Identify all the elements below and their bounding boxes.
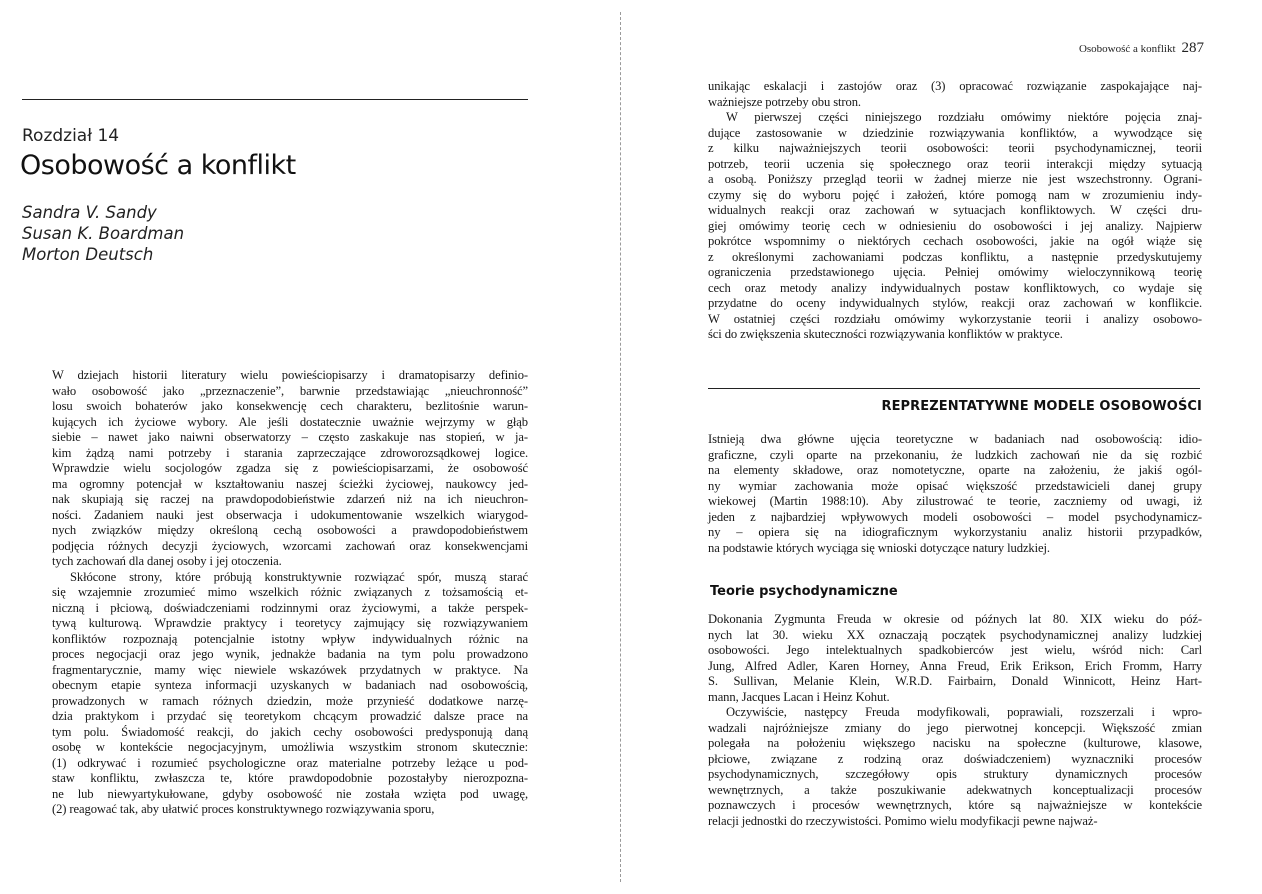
text-line: się wzajemnie zrozumieć mimo wszelkich różnic związanych z tożsamością et- <box>52 585 528 599</box>
author-name: Susan K. Boardman <box>22 224 185 243</box>
text-line: unikając eskalacji i zastojów oraz (3) opracować rozwiązanie zaspokajające naj- <box>708 79 1202 93</box>
text-line: cech oraz metody analizy indywidualnych postaw konfliktowych, co wydaje się <box>708 280 1202 295</box>
text-line: S. Sullivan, Melanie Klein, W.R.D. Fairbairn, Donald Winnicott, Heinz Hart- <box>708 674 1202 688</box>
text-line: poznawczych i procesów wewnętrznych, które są najważniejsze w kontekście <box>708 798 1202 812</box>
text-line: nych związków między określoną cechą osobowości a prawdopodobieństwem <box>52 523 528 537</box>
text-line: Oczywiście, następcy Freuda modyfikowali, poprawiali, rozszerzali i wpro- <box>726 705 1202 719</box>
text-line: osobę w kontekście negocjacyjnym, umożliwia wszystkim stronom skutecznie: <box>52 740 528 754</box>
text-line: dzia praktykom i przydać się teoretykom chcącym prowadzić dalsze prace na <box>52 709 528 723</box>
section-text <box>708 432 1202 556</box>
text-line: na podstawie których wyciąga się wnioski dotyczące natury ludzkiej. <box>708 540 1050 555</box>
running-header <box>1079 40 1204 57</box>
intro-continuation-text <box>708 79 1202 343</box>
text-line: wewnętrznych, a także poszukiwanie adekwatnych konceptualizacji procesów <box>708 782 1202 797</box>
text-line: tywą kulturową. Wprawdzie praktycy i teoretycy zajmujący się rozwiązywaniem <box>52 616 528 630</box>
text-line: W ostatniej części rozdziału omówimy wykorzystanie teorii i analizy osobowo- <box>708 311 1202 326</box>
text-line: losu swoich bohaterów jako konsekwencję cech charakteru, bezlitośnie warun- <box>52 399 528 413</box>
text-line: obecnym etapie synteza informacji uzyskanych w badaniach nad osobowością, <box>52 678 528 692</box>
text-line: ności. Zadaniem nauki jest obserwacja i udokumentowanie wszelkich wiarygod- <box>52 507 528 522</box>
text-line: (2) reagować tak, aby ułatwić proces konstruktywnego rozwiązywania sporu, <box>52 802 435 816</box>
text-line: kim żądzą nami potrzeby i starania zaprzeczające zdroworozsądkowej logice. <box>52 445 528 460</box>
text-line: nych lat 30. wieku XX oznaczają początek psychodynamicznej analizy ludzkiej <box>708 627 1202 642</box>
text-line: wiekowej (Martin 1988:10). Aby zilustrować te teorie, zaczniemy od uwagi, iż <box>708 494 1202 508</box>
text-line: polegała na położeniu większego nacisku na społeczne (kulturowe, klasowe, <box>708 736 1202 750</box>
text-line: potrzeb, teorii uczenia się społecznego oraz teorii interakcji między sytuacją <box>708 156 1202 171</box>
subsection-text <box>708 612 1202 829</box>
text-line: giej omówimy teorię cech w odniesieniu do osobowości i jej analizy. Najpierw <box>708 218 1202 233</box>
text-line: prowadzonych w ramach różnych dziedzin, może przynieść dodatkowe narzę- <box>52 693 528 708</box>
text-line: a osobą. Poniższy przegląd teorii w żadnej mierze nie jest wszechstronny. Ograni- <box>708 172 1202 186</box>
text-line: niczną i płciową, doświadczeniami rodzinnymi oraz życiowymi, a także perspek- <box>52 600 528 615</box>
chapter-label: Rozdział 14 <box>22 126 120 146</box>
text-line: staw konfliktu, zwłaszcza te, które prawdopodobnie pozostałyby nierozpozna- <box>52 771 528 785</box>
text-line: z kilku najważniejszych teorii osobowości: teorii psychodynamicznej, teorii <box>708 141 1202 155</box>
text-line: widualnych reakcji oraz zachowań w sytuacjach konfliktowych. W części dru- <box>708 203 1202 217</box>
page-number: 287 <box>1181 40 1204 56</box>
text-line: graficzne, czyli oparte na przekonaniu, że ludzkich zachowań nie da się rozbić <box>708 447 1202 462</box>
text-line: proces negocjacji oraz jego wynik, jednakże badania na tym polu prowadzono <box>52 647 528 661</box>
text-line: z określonymi zachowaniami podczas konfliktu, a następnie przedyskutujemy <box>708 249 1202 264</box>
text-line: ny – opiera się na idiograficznym wykorzystaniu analiz historii przypadków, <box>708 525 1202 539</box>
text-line: Dokonania Zygmunta Freuda w okresie od późnych lat 80. XIX wieku do póź- <box>708 612 1202 626</box>
author-name: Sandra V. Sandy <box>22 203 157 222</box>
text-line: ograniczenia przedstawionego ujęcia. Pełniej omówimy wieloczynnikową teorię <box>708 265 1202 279</box>
text-line: podjęcia różnych decyzji życiowych, wzorcami zachowań oraz konsekwencjami <box>52 538 528 553</box>
text-line: nak skupiają się raczej na prawdopodobieństwie zdarzeń niż na ich nieuchron- <box>52 492 528 506</box>
left-page <box>0 0 620 894</box>
text-line: psychodynamicznych, szczegółowy opis struktury dynamicznych procesów <box>708 767 1202 781</box>
chapter-title: Osobowość a konflikt <box>20 150 296 181</box>
text-line: czymy się do wyboru pojęć i założeń, które pomogą nam w zrozumieniu indy- <box>708 187 1202 202</box>
text-line: tych zachowań dla danej osoby i jej otoczenia. <box>52 554 282 568</box>
subsection-heading: Teorie psychodynamiczne <box>710 584 898 599</box>
text-line: wadzali najróżniejsze zmiany do jego pierwotnej koncepcji. Większość zmian <box>708 720 1202 735</box>
text-line: Skłócone strony, które próbują konstruktywnie rozwiązać spór, muszą starać <box>70 569 528 584</box>
text-line: ma ogromny potencjał w kształtowaniu naszej ścieżki życiowej, naukowcy jed- <box>52 476 528 491</box>
text-line: dujące zastosowanie w dziedzinie rozwiązywania konfliktów, a wywodzące się <box>708 125 1202 140</box>
section-rule <box>708 388 1200 389</box>
text-line: Jung, Alfred Adler, Karen Horney, Anna Freud, Erik Erikson, Erich Fromm, Harry <box>708 658 1202 673</box>
text-line: kujących ich życiowe wybory. Ale jeśli dostatecznie uważnie wejrzymy w głąb <box>52 414 528 429</box>
text-line: mann, Jacques Lacan i Heinz Kohut. <box>708 689 890 704</box>
text-line: wało osobowość jako „przeznaczenie”, barwnie przedstawiając „nieuchronność” <box>52 383 528 398</box>
text-line: jeden z najbardziej wpływowych modeli osobowości – model psychodynamicz- <box>708 509 1202 524</box>
author-list <box>22 202 184 265</box>
text-line: Wprawdzie wielu socjologów zgadza się z powieściopisarzami, że osobowość <box>52 461 528 475</box>
section-heading: REPREZENTATYWNE MODELE OSOBOWOŚCI <box>881 399 1202 414</box>
text-line: pokrótce wspomnimy o niektórych cechach osobowości, jakie na ogół wiąże się <box>708 234 1202 248</box>
text-line: ne lub niewyartykułowane, gdyby osobowość nie została wzięta pod uwagę, <box>52 786 528 801</box>
author-name: Morton Deutsch <box>22 245 154 264</box>
text-line: ści do zwiększenia skuteczności rozwiązywania konfliktów w praktyce. <box>708 327 1063 341</box>
text-line: konfliktów rozpoznają potencjalnie istotny wpływ indywidualnych różnic na <box>52 631 528 646</box>
text-line: na elementy składowe, oraz nomotetyczne, oparte na założeniu, że jakiś ogól- <box>708 463 1202 477</box>
text-line: W dziejach historii literatury wielu powieściopisarzy i dramatopisarzy definio- <box>52 368 528 382</box>
text-line: W pierwszej części niniejszego rozdziału omówimy niektóre pojęcia znaj- <box>726 110 1202 124</box>
text-line: płciowe, związane z rodziną oraz doświadczeniem) wyznaczniki procesów <box>708 751 1202 766</box>
text-line: ny wymiar zachowania może opisać większość przedstawicieli danej grupy <box>708 478 1202 493</box>
text-line: tym polu. Świadomość reakcji, do jakich cechy osobowości predysponują daną <box>52 724 528 739</box>
text-line: relacji jednostki do rzeczywistości. Pomimo wielu modyfikacji pewne najważ- <box>708 813 1098 828</box>
text-line: ważniejsze potrzeby obu stron. <box>708 94 861 109</box>
text-line: Istnieją dwa główne ujęcia teoretyczne w badaniach nad osobowością: idio- <box>708 432 1202 446</box>
running-header-title: Osobowość a konflikt <box>1078 43 1176 55</box>
text-line: przydatne do oceny indywidualnych stylów, reakcji oraz zachowań w konflikcie. <box>708 296 1202 310</box>
text-line: osobowości. Jego intelektualnych spadkobierców jest wielu, wśród nich: Carl <box>708 643 1202 657</box>
text-line: siebie – nawet jako naiwni obserwatorzy – często zaskakuje nas stopień, w ja- <box>52 430 528 444</box>
chapter-top-rule <box>22 99 528 100</box>
text-line: fragmentarycznie, mamy więc niewiele wskazówek przydatnych w praktyce. Na <box>52 662 528 677</box>
right-page <box>622 0 1262 894</box>
chapter-intro-text <box>52 368 528 818</box>
text-line: (1) odkrywać i rozumieć psychologiczne oraz materialne potrzeby leżące u pod- <box>52 755 528 770</box>
